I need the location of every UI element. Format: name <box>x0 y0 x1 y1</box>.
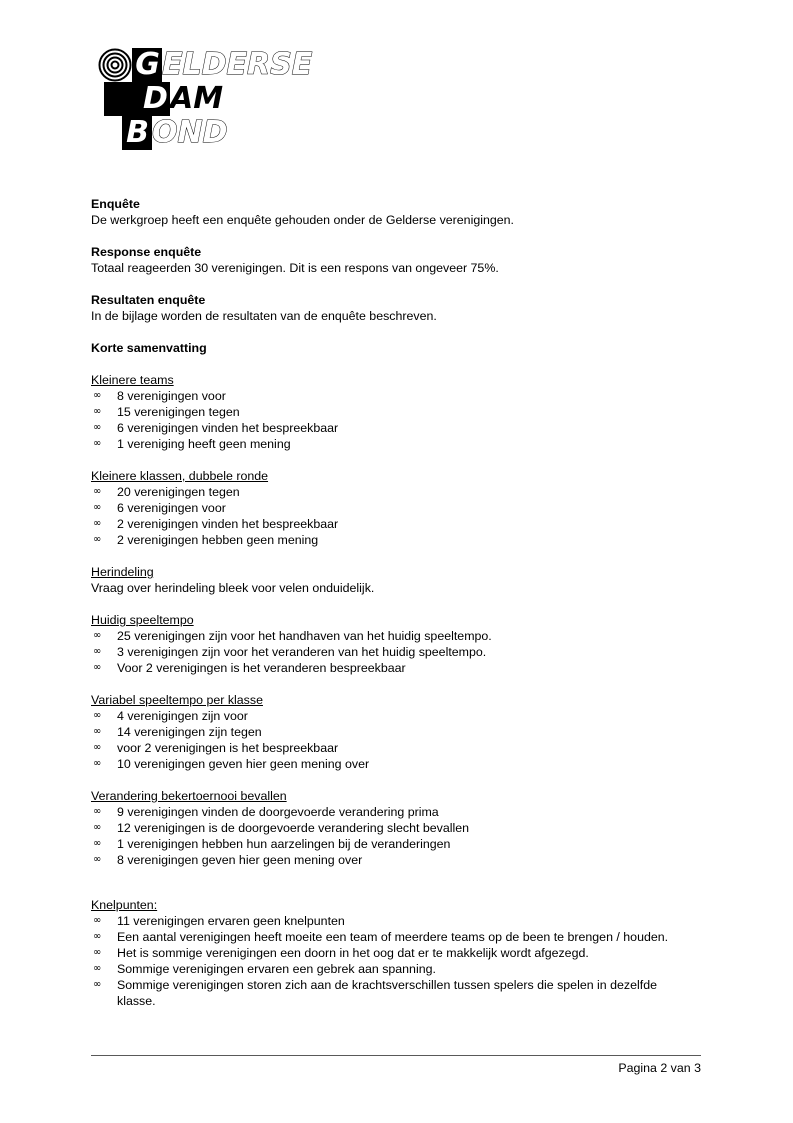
target-spiral-icon <box>98 48 132 82</box>
list-item <box>91 836 691 852</box>
paragraph-resultaten-enquete: In de bijlage worden de resultaten van de enquête beschreven. <box>91 309 437 323</box>
list-kleinere-teams <box>91 388 691 452</box>
section-enquete <box>91 196 691 228</box>
infinity-bullet-icon: ∞ <box>93 630 102 641</box>
spacer <box>91 276 691 292</box>
list-item-text: Sommige verenigingen storen zich aan de krachtsverschillen tussen spelers die spelen in dezelfde klasse. <box>117 978 657 1008</box>
heading-resultaten-enquete: Resultaten enquête <box>91 293 206 307</box>
infinity-bullet-icon: ∞ <box>93 931 102 942</box>
list-item <box>91 724 691 740</box>
paragraph-enquete: De werkgroep heeft een enquête gehouden onder de Gelderse verenigingen. <box>91 213 514 227</box>
infinity-bullet-icon: ∞ <box>93 438 102 449</box>
list-item-text: 10 verenigingen geven hier geen mening over <box>117 757 370 771</box>
infinity-bullet-icon: ∞ <box>93 422 102 433</box>
list-item-text: 1 vereniging heeft geen mening <box>117 437 291 451</box>
heading-variabel-speeltempo: Variabel speeltempo per klasse <box>91 693 263 707</box>
logo-word-am: AM <box>170 81 224 116</box>
list-item <box>91 740 691 756</box>
infinity-bullet-icon: ∞ <box>93 822 102 833</box>
spacer <box>91 868 691 884</box>
list-item <box>91 913 691 929</box>
subsection-huidig-speeltempo <box>91 612 691 676</box>
logo-letter-b: B <box>122 116 152 150</box>
logo-letter-d: D <box>140 82 170 116</box>
list-item <box>91 945 691 961</box>
logo-word-elderse: ELDERSE <box>162 47 313 82</box>
logo-row-bond <box>122 116 228 150</box>
subsection-kleinere-klassen <box>91 468 691 548</box>
heading-enquete: Enquête <box>91 197 140 211</box>
list-item <box>91 756 691 772</box>
subsection-kleinere-teams <box>91 372 691 452</box>
spacer <box>91 324 691 340</box>
spacer <box>91 772 691 788</box>
infinity-bullet-icon: ∞ <box>93 486 102 497</box>
list-variabel-speeltempo <box>91 708 691 772</box>
list-huidig-speeltempo <box>91 628 691 676</box>
spacer <box>91 596 691 612</box>
list-item-text: 4 verenigingen zijn voor <box>117 709 248 723</box>
list-item <box>91 484 691 500</box>
list-item-text: Sommige verenigingen ervaren een gebrek aan spanning. <box>117 962 436 976</box>
infinity-bullet-icon: ∞ <box>93 726 102 737</box>
logo-letter-g: G <box>132 48 162 82</box>
infinity-bullet-icon: ∞ <box>93 390 102 401</box>
list-verandering-bekertoernooi <box>91 804 691 868</box>
footer-page-number: Pagina 2 van 3 <box>618 1061 701 1075</box>
infinity-bullet-icon: ∞ <box>93 979 102 990</box>
infinity-bullet-icon: ∞ <box>93 502 102 513</box>
list-item-text: 3 verenigingen zijn voor het veranderen van het huidig speeltempo. <box>117 645 487 659</box>
infinity-bullet-icon: ∞ <box>93 742 102 753</box>
list-item-text: 20 verenigingen tegen <box>117 485 240 499</box>
spacer <box>91 356 691 372</box>
paragraph-response-enquete: Totaal reageerden 30 verenigingen. Dit is een respons van ongeveer 75%. <box>91 261 499 275</box>
list-item-text: 9 verenigingen vinden de doorgevoerde verandering prima <box>117 805 439 819</box>
heading-verandering-bekertoernooi: Verandering bekertoernooi bevallen <box>91 789 287 803</box>
subsection-knelpunten <box>91 897 691 1009</box>
gelderse-dam-bond-logo <box>98 48 358 153</box>
list-item-text: 15 verenigingen tegen <box>117 405 240 419</box>
list-item-text: 1 verenigingen hebben hun aarzelingen bij de veranderingen <box>117 837 451 851</box>
heading-korte-samenvatting: Korte samenvatting <box>91 341 207 355</box>
spacer <box>91 452 691 468</box>
infinity-bullet-icon: ∞ <box>93 406 102 417</box>
section-response-enquete <box>91 244 691 276</box>
infinity-bullet-icon: ∞ <box>93 947 102 958</box>
paragraph-herindeling: Vraag over herindeling bleek voor velen onduidelijk. <box>91 581 375 595</box>
list-item-text: 6 verenigingen voor <box>117 501 226 515</box>
document-body <box>91 196 691 1009</box>
list-item <box>91 804 691 820</box>
infinity-bullet-icon: ∞ <box>93 854 102 865</box>
list-item-text: voor 2 verenigingen is het bespreekbaar <box>117 741 339 755</box>
heading-kleinere-teams: Kleinere teams <box>91 373 174 387</box>
list-item <box>91 961 691 977</box>
infinity-bullet-icon: ∞ <box>93 963 102 974</box>
spacer <box>91 228 691 244</box>
list-item <box>91 516 691 532</box>
subsection-herindeling <box>91 564 691 596</box>
list-item-text: Een aantal verenigingen heeft moeite een team of meerdere teams op de been te brengen / houden. <box>117 930 669 944</box>
list-item-text: 14 verenigingen zijn tegen <box>117 725 262 739</box>
infinity-bullet-icon: ∞ <box>93 534 102 545</box>
subsection-verandering-bekertoernooi <box>91 788 691 868</box>
section-korte-samenvatting <box>91 340 691 356</box>
list-item <box>91 852 691 868</box>
list-item-text: 11 verenigingen ervaren geen knelpunten <box>117 914 345 928</box>
heading-response-enquete: Response enquête <box>91 245 202 259</box>
list-item <box>91 644 691 660</box>
list-item-text: Het is sommige verenigingen een doorn in het oog dat er te makkelijk wordt afgezegd. <box>117 946 589 960</box>
section-resultaten-enquete <box>91 292 691 324</box>
logo-row-dam <box>104 82 223 116</box>
list-kleinere-klassen <box>91 484 691 548</box>
list-item <box>91 929 691 945</box>
list-item-text: 2 verenigingen vinden het bespreekbaar <box>117 517 339 531</box>
infinity-bullet-icon: ∞ <box>93 662 102 673</box>
heading-herindeling: Herindeling <box>91 565 154 579</box>
logo-row-gelderse <box>98 48 312 82</box>
list-item <box>91 388 691 404</box>
logo-word-ond: OND <box>152 115 228 150</box>
infinity-bullet-icon: ∞ <box>93 838 102 849</box>
list-item-text: 25 verenigingen zijn voor het handhaven van het huidig speeltempo. <box>117 629 492 643</box>
list-item <box>91 708 691 724</box>
list-item <box>91 628 691 644</box>
heading-kleinere-klassen: Kleinere klassen, dubbele ronde <box>91 469 269 483</box>
list-knelpunten <box>91 913 691 1009</box>
heading-huidig-speeltempo: Huidig speeltempo <box>91 613 194 627</box>
spacer <box>91 884 691 897</box>
infinity-bullet-icon: ∞ <box>93 758 102 769</box>
list-item <box>91 820 691 836</box>
list-item-text: 6 verenigingen vinden het bespreekbaar <box>117 421 339 435</box>
list-item <box>91 404 691 420</box>
list-item-text: 8 verenigingen geven hier geen mening over <box>117 853 363 867</box>
logo-black-block <box>104 82 140 116</box>
list-item <box>91 977 691 1009</box>
infinity-bullet-icon: ∞ <box>93 710 102 721</box>
subsection-variabel-speeltempo <box>91 692 691 772</box>
list-item-text: Voor 2 verenigingen is het veranderen bespreekbaar <box>117 661 406 675</box>
list-item-text: 8 verenigingen voor <box>117 389 226 403</box>
infinity-bullet-icon: ∞ <box>93 518 102 529</box>
list-item <box>91 420 691 436</box>
infinity-bullet-icon: ∞ <box>93 806 102 817</box>
list-item <box>91 660 691 676</box>
list-item <box>91 436 691 452</box>
heading-knelpunten: Knelpunten: <box>91 898 158 912</box>
spacer <box>91 676 691 692</box>
list-item-text: 2 verenigingen hebben geen mening <box>117 533 319 547</box>
spacer <box>91 548 691 564</box>
infinity-bullet-icon: ∞ <box>93 646 102 657</box>
infinity-bullet-icon: ∞ <box>93 915 102 926</box>
footer-divider <box>91 1055 701 1056</box>
list-item <box>91 500 691 516</box>
list-item <box>91 532 691 548</box>
list-item-text: 12 verenigingen is de doorgevoerde verandering slecht bevallen <box>117 821 469 835</box>
